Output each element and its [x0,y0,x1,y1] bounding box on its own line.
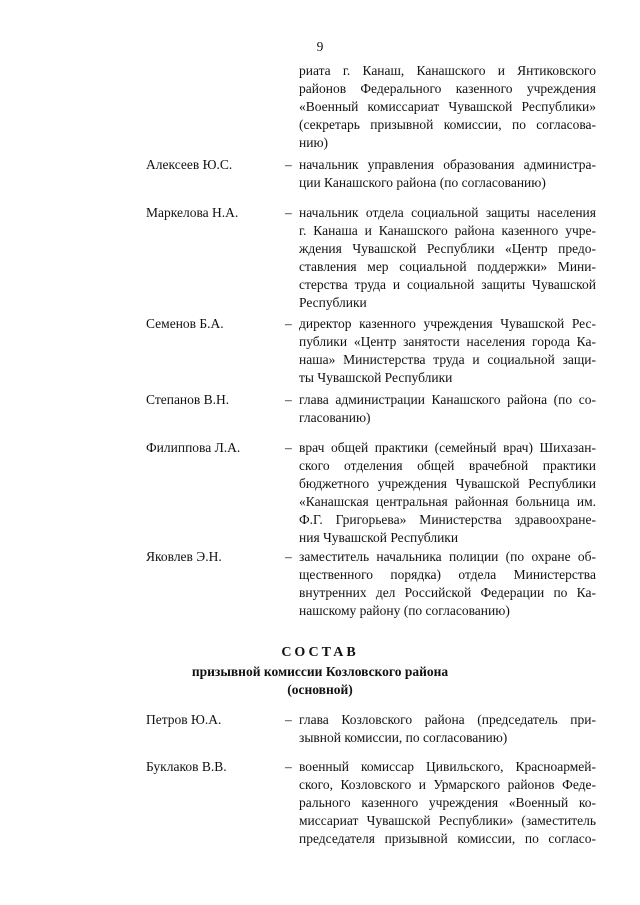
text-line: рального казенного учреждения «Военный ко- [299,795,596,810]
text-line: зывной комиссии, по согласованию) [299,730,508,745]
text-line: щественного порядка) отдела Министерства [299,567,596,582]
dash-separator: – [285,157,292,172]
member-position [299,391,596,427]
text-line: «Канашская центральная районная больница им. [299,494,596,509]
text-line: «Военный комиссариат Чувашской Республики» [299,99,596,114]
text-line: глава администрации Канашского района (по со- [299,392,596,407]
continuation-text [299,62,596,152]
member-name: Алексеев Ю.С. [146,157,233,172]
text-line: гласованию) [299,410,371,425]
section-title: СОСТАВ [281,645,359,660]
text-line: начальник управления образования администра- [299,157,596,172]
text-line: ставления мер социальной поддержки» Мини- [299,259,596,274]
section-qualifier: (основной) [287,682,353,697]
text-line: ждения Чувашской Республики «Центр предо- [299,241,596,256]
text-line: глава Козловского района (председатель при- [299,712,596,727]
member-position [299,315,596,387]
text-line: ты Чувашской Республики [299,370,453,385]
text-line: начальник отдела социальной защиты населения [299,205,596,220]
text-line: ского, Козловского и Урмарского районов Феде- [299,777,596,792]
member-name: Степанов В.Н. [146,392,230,407]
text-line: г. Канаша и Канашского района казенного учре- [299,223,596,238]
text-line: врач общей практики (семейный врач) Шихазан- [299,440,596,455]
text-line: наша» Министерства труда и социальной защи- [299,352,596,367]
dash-separator: – [285,759,292,774]
text-line: публики «Центр занятости населения города Ка- [299,334,596,349]
text-line: нию) [299,135,329,150]
member-position [299,758,596,848]
member-position [299,156,596,192]
text-line: директор казенного учреждения Чувашской Рес- [299,316,596,331]
dash-separator: – [285,712,292,727]
text-line: бюджетного учреждения Чувашской Республики [299,476,596,491]
text-line: ции Канашского района (по согласованию) [299,175,546,190]
dash-separator: – [285,392,292,407]
dash-separator: – [285,205,292,220]
text-line: председателя призывной комиссии, по согласо- [299,831,596,846]
member-name: Яковлев Э.Н. [146,549,222,564]
dash-separator: – [285,316,292,331]
section-subtitle: призывной комиссии Козловского района [191,664,449,679]
text-line: Ф.Г. Григорьева» Министерства здравоохране- [299,512,596,527]
member-name: Маркелова Н.А. [146,205,239,220]
text-line: Республики [299,295,367,310]
text-line: миссариат Чувашской Республики» (заместитель [299,813,596,828]
text-line: ния Чувашской Республики [299,530,459,545]
text-line: районов Федерального казенного учреждения [299,81,596,96]
text-line: заместитель начальника полиции (по охране об- [299,549,596,564]
page-number: 9 [316,39,324,54]
text-line: ского отделения общей врачебной практики [299,458,596,473]
member-position [299,439,596,547]
member-position [299,204,596,312]
member-position [299,711,596,747]
dash-separator: – [285,549,292,564]
member-position [299,548,596,620]
text-line: военный комиссар Цивильского, Красноармей- [299,759,596,774]
member-name: Филиппова Л.А. [146,440,241,455]
text-line: нашскому району (по согласованию) [299,603,510,618]
text-line: (секретарь призывной комиссии, по согласова- [299,117,596,132]
text-line: стерства труда и социальной защиты Чувашской [299,277,596,292]
member-name: Буклаков В.В. [146,759,227,774]
text-line: внутренних дел Российской Федерации по Ка- [299,585,596,600]
member-name: Петров Ю.А. [146,712,222,727]
text-line: риата г. Канаш, Канашского и Янтиковского [299,63,596,78]
member-name: Семенов Б.А. [146,316,224,331]
dash-separator: – [285,440,292,455]
